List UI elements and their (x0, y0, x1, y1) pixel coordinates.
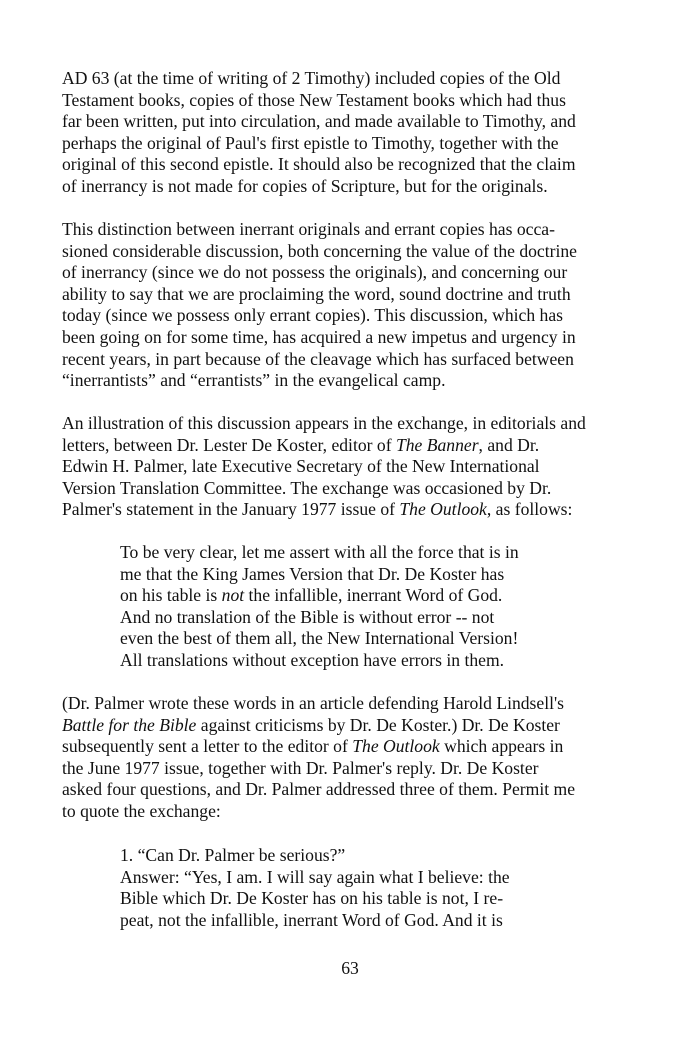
text-line: Answer: “Yes, I am. I will say again what I believe: the (120, 866, 510, 887)
paragraph-1 (62, 68, 647, 198)
text-line: Battle for the Bible against criticisms by Dr. De Koster.) Dr. De Koster (62, 714, 560, 735)
text-line: Palmer's statement in the January 1977 issue of The Outlook, as follows: (62, 499, 573, 520)
text-line: “inerrantists” and “errantists” in the evangelical camp. (62, 370, 446, 391)
paragraph-2 (62, 219, 647, 392)
text-line: An illustration of this discussion appears in the exchange, in editorials and (62, 413, 586, 433)
text-line: me that the King James Version that Dr. De Koster has (120, 563, 505, 584)
text-line: recent years, in part because of the cleavage which has surfaced between (62, 348, 574, 369)
text-line: letters, between Dr. Lester De Koster, editor of The Banner, and Dr. (62, 434, 540, 455)
text-line: Edwin H. Palmer, late Executive Secretary of the New International (62, 456, 540, 477)
text-line: the June 1977 issue, together with Dr. Palmer's reply. Dr. De Koster (62, 757, 539, 778)
page-number: 63 (341, 958, 359, 978)
italic-title: The Outlook (399, 499, 487, 520)
paragraph-4 (62, 693, 647, 823)
text-line: of inerrancy (since we do not possess the originals), and concerning our (62, 262, 568, 283)
text-line: Version Translation Committee. The exchange was occasioned by Dr. (62, 477, 552, 498)
text-line: Bible which Dr. De Koster has on his table is not, I re- (120, 888, 504, 909)
paragraph-3 (62, 413, 647, 521)
text-line: peat, not the infallible, inerrant Word of God. And it is (120, 909, 503, 930)
text-line: original of this second epistle. It should also be recognized that the claim (62, 154, 576, 175)
italic-emphasis: not (221, 585, 245, 606)
italic-title: The Banner (395, 434, 479, 455)
block-quote-2 (120, 845, 590, 931)
text-line: To be very clear, let me assert with all the force that is in (120, 542, 519, 562)
text-line: 1. “Can Dr. Palmer be serious?” (120, 845, 346, 865)
text-line: Testament books, copies of those New Testament books which had thus (62, 89, 566, 110)
italic-title: The Outlook (352, 736, 440, 757)
text-line: on his table is not the infallible, inerrant Word of God. (120, 585, 503, 606)
text-line: to quote the exchange: (62, 800, 221, 821)
text-line: perhaps the original of Paul's first epistle to Timothy, together with the (62, 132, 559, 153)
text-line: today (since we possess only errant copies). This discussion, which has (62, 305, 564, 326)
text-line: far been written, put into circulation, and made available to Timothy, and (62, 111, 576, 132)
text-line: This distinction between inerrant originals and errant copies has occa- (62, 219, 555, 239)
text-line: ability to say that we are proclaiming the word, sound doctrine and truth (62, 283, 571, 304)
block-quote-1 (120, 542, 590, 672)
text-line: AD 63 (at the time of writing of 2 Timothy) included copies of the Old (62, 68, 561, 88)
text-line: (Dr. Palmer wrote these words in an article defending Harold Lindsell's (62, 693, 565, 713)
text-line: sioned considerable discussion, both concerning the value of the doctrine (62, 240, 577, 261)
text-line: And no translation of the Bible is without error -- not (120, 606, 495, 627)
italic-title: Battle for the Bible (62, 714, 197, 735)
text-line: asked four questions, and Dr. Palmer addressed three of them. Permit me (62, 779, 576, 800)
text-line: subsequently sent a letter to the editor of The Outlook which appears in (62, 736, 564, 757)
text-line: All translations without exception have errors in them. (120, 649, 505, 670)
text-line: even the best of them all, the New International Version! (120, 628, 519, 649)
text-line: been going on for some time, has acquired a new impetus and urgency in (62, 326, 576, 347)
text-line: of inerrancy is not made for copies of Scripture, but for the originals. (62, 175, 548, 196)
